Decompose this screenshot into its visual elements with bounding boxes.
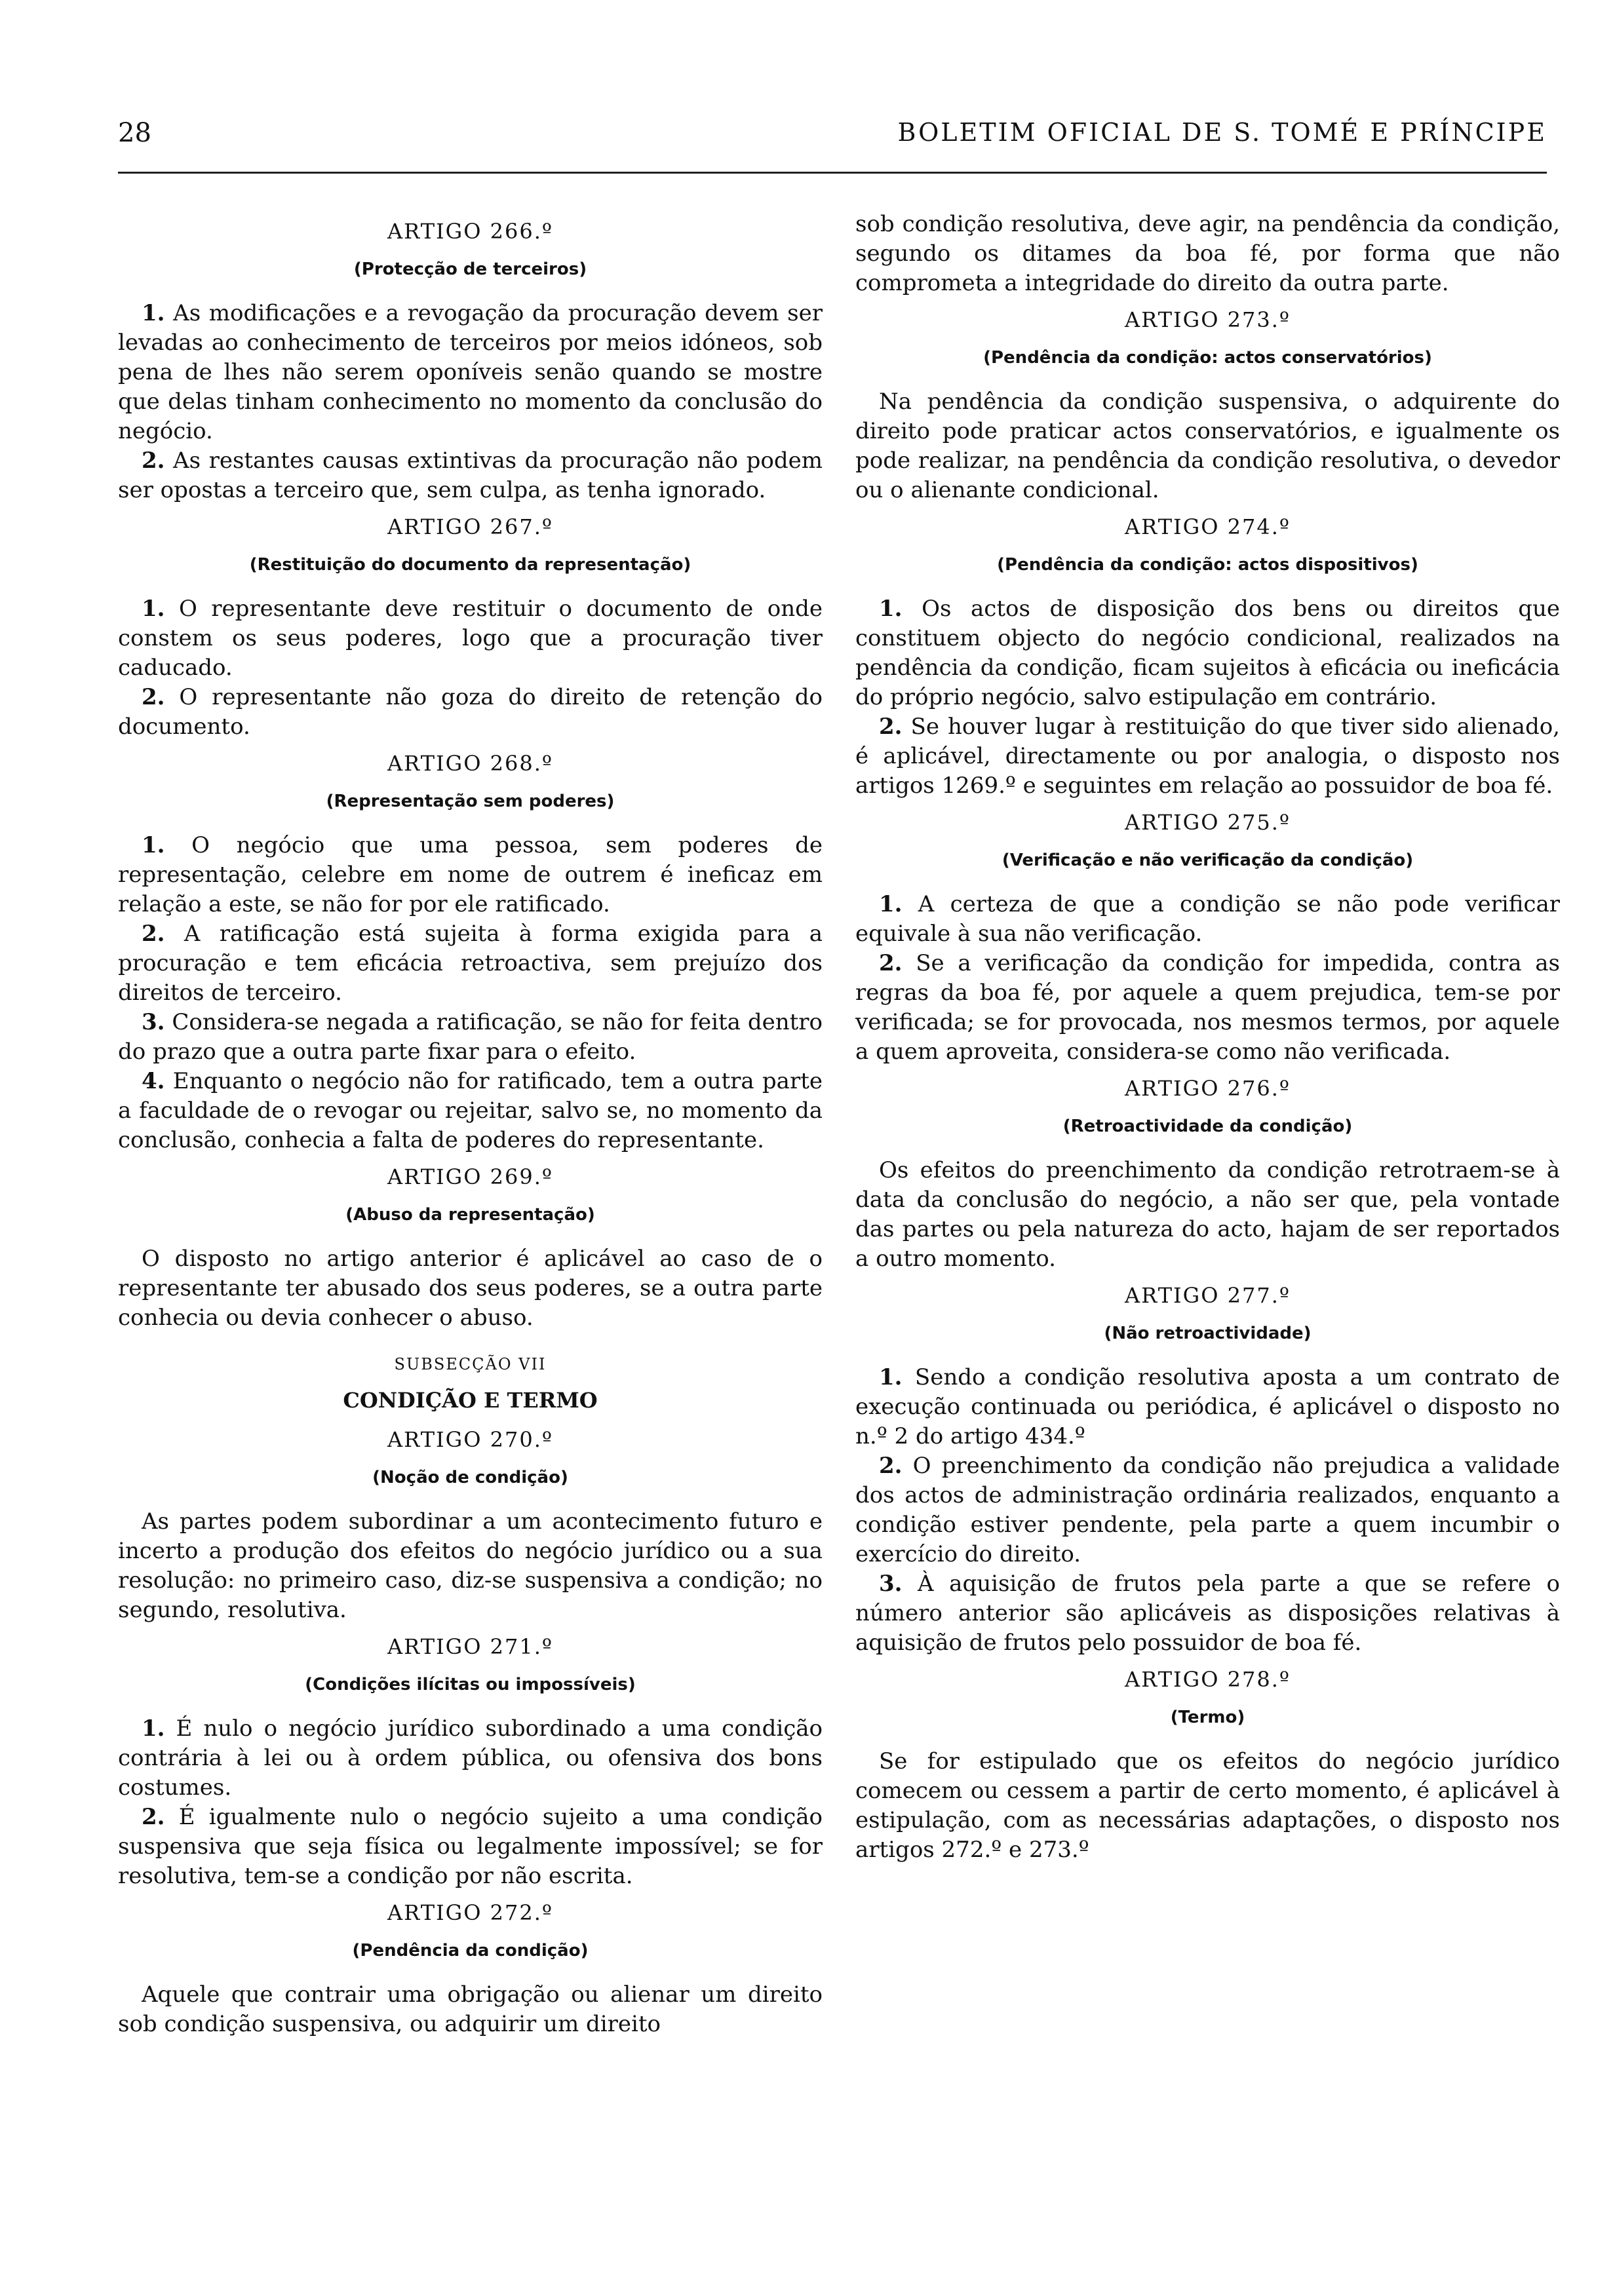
article-title: (Pendência da condição) [352, 1941, 589, 1961]
article-heading: ARTIGO 273.º [1125, 307, 1291, 332]
paragraph: O disposto no artigo anterior é aplicável ao caso de o representante ter abusado dos seus poderes, se a outra parte conhecia ou devia conhecer o abuso. [118, 1246, 823, 1331]
article-heading: ARTIGO 276.º [1125, 1076, 1291, 1101]
article-title: (Retroactividade da condição) [1062, 1117, 1353, 1136]
paragraph: 1. Os actos de disposição dos bens ou direitos que constituem objecto do negócio condicional, realizados na pendência da condição, ficam sujeitos à eficácia ou ineficácia do próprio negócio, salvo estipulação em contrário. [855, 596, 1560, 710]
article-title: (Abuso da representação) [345, 1205, 595, 1225]
article-heading: ARTIGO 275.º [1125, 810, 1291, 835]
article-title: (Representação sem poderes) [326, 792, 615, 811]
article-heading: ARTIGO 269.º [387, 1164, 553, 1189]
paragraph-continuation: sob condição resolutiva, deve agir, na pendência da condição, segundo os ditames da boa fé, por forma que não comprometa a integridade do direito da outra parte. [855, 211, 1560, 296]
paragraph: 2. A ratificação está sujeita à forma exigida para a procuração e tem eficácia retroactiva, sem prejuízo dos direitos de terceiro. [118, 921, 823, 1006]
article-heading: ARTIGO 272.º [387, 1900, 553, 1925]
page-number: 28 [118, 118, 151, 148]
paragraph: 1. O negócio que uma pessoa, sem poderes de representação, celebre em nome de outrem é ineficaz em relação a este, se não for por ele ratificado. [118, 832, 823, 917]
paragraph: Se for estipulado que os efeitos do negócio jurídico comecem ou cessem a partir de certo momento, é aplicável à estipulação, com as necessárias adaptações, o disposto nos artigos 272.º e 273.º [855, 1748, 1560, 1863]
paragraph: 3. Considera-se negada a ratificação, se não for feita dentro do prazo que a outra parte fixar para o efeito. [118, 1009, 823, 1065]
paragraph: 2. O representante não goza do direito de retenção do documento. [118, 684, 823, 740]
article-title: (Pendência da condição: actos conservatórios) [983, 348, 1432, 368]
article-heading: ARTIGO 277.º [1125, 1283, 1291, 1308]
article-heading: ARTIGO 268.º [387, 751, 553, 776]
paragraph: 1. O representante deve restituir o documento de onde constem os seus poderes, logo que a procuração tiver caducado. [118, 596, 823, 681]
article-heading: ARTIGO 267.º [387, 514, 553, 539]
article-title: (Pendência da condição: actos dispositivos) [997, 555, 1418, 575]
journal-title: BOLETIM OFICIAL DE S. TOMÉ E PRÍNCIPE [897, 118, 1547, 147]
article-title: (Termo) [1170, 1708, 1245, 1727]
article-title: (Verificação e não verificação da condição) [1002, 851, 1414, 870]
paragraph: Aquele que contrair uma obrigação ou alienar um direito sob condição suspensiva, ou adquirir um direito [118, 1981, 823, 2037]
article-heading: ARTIGO 271.º [387, 1634, 553, 1659]
article-title: (Não retroactividade) [1104, 1324, 1312, 1343]
paragraph: 3. À aquisição de frutos pela parte a que se refere o número anterior são aplicáveis as disposições relativas à aquisição de frutos pelo possuidor de boa fé. [855, 1571, 1560, 1656]
subsection-title: CONDIÇÃO E TERMO [343, 1388, 598, 1413]
article-heading: ARTIGO 266.º [387, 219, 553, 244]
article-title: (Protecção de terceiros) [353, 259, 587, 279]
paragraph: 1. As modificações e a revogação da procuração devem ser levadas ao conhecimento de terceiros por meios idóneos, sob pena de lhes não serem oponíveis senão quando se mostre que delas tinham conhecimento no momento da conclusão do negócio. [118, 300, 823, 444]
article-heading: ARTIGO 278.º [1125, 1667, 1291, 1692]
left-column [118, 210, 823, 2039]
paragraph: As partes podem subordinar a um acontecimento futuro e incerto a produção dos efeitos do negócio jurídico ou a sua resolução: no primeiro caso, diz-se suspensiva a condição; no segundo, resolutiva. [118, 1508, 823, 1623]
paragraph: 2. As restantes causas extintivas da procuração não podem ser opostas a terceiro que, sem culpa, as tenha ignorado. [118, 448, 823, 503]
paragraph: 1. Sendo a condição resolutiva aposta a um contrato de execução continuada ou periódica, é aplicável o disposto no n.º 2 do artigo 434.º [855, 1364, 1560, 1449]
article-title: (Restituição do documento da representação) [249, 555, 691, 575]
subsection-label: SUBSECÇÃO VII [394, 1355, 547, 1373]
paragraph: 1. É nulo o negócio jurídico subordinado a uma condição contrária à lei ou à ordem pública, ou ofensiva dos bons costumes. [118, 1715, 823, 1801]
article-title: (Noção de condição) [372, 1468, 568, 1487]
paragraph: 2. É igualmente nulo o negócio sujeito a uma condição suspensiva que seja física ou legalmente impossível; se for resolutiva, tem-se a condição por não escrita. [118, 1804, 823, 1889]
page-header [118, 118, 1547, 157]
article-title: (Condições ilícitas ou impossíveis) [305, 1675, 636, 1694]
right-column [855, 210, 1560, 1865]
paragraph: 2. Se a verificação da condição for impedida, contra as regras da boa fé, por aquele a quem prejudica, tem-se por verificada; se for provocada, nos mesmos termos, por aquele a quem aproveita, considera-se como não verificada. [855, 950, 1560, 1065]
paragraph: Os efeitos do preenchimento da condição retrotraem-se à data da conclusão do negócio, a não ser que, pela vontade das partes ou pela natureza do acto, hajam de ser reportados a outro momento. [855, 1157, 1560, 1272]
header-rule [118, 172, 1547, 174]
paragraph: 1. A certeza de que a condição se não pode verificar equivale à sua não verificação. [855, 891, 1560, 947]
paragraph: 4. Enquanto o negócio não for ratificado, tem a outra parte a faculdade de o revogar ou rejeitar, salvo se, no momento da conclusão, conhecia a falta de poderes do representante. [118, 1068, 823, 1153]
paragraph: Na pendência da condição suspensiva, o adquirente do direito pode praticar actos conservatórios, e igualmente os pode realizar, na pendência da condição resolutiva, o devedor ou o alienante condicional. [855, 389, 1560, 503]
paragraph: 2. Se houver lugar à restituição do que tiver sido alienado, é aplicável, directamente ou por analogia, o disposto nos artigos 1269.º e seguintes em relação ao possuidor de boa fé. [855, 714, 1560, 799]
article-heading: ARTIGO 270.º [387, 1427, 553, 1452]
paragraph: 2. O preenchimento da condição não prejudica a validade dos actos de administração ordinária realizados, enquanto a condição estiver pendente, pela parte a quem incumbir o exercício do direito. [855, 1453, 1560, 1567]
article-heading: ARTIGO 274.º [1125, 514, 1291, 539]
